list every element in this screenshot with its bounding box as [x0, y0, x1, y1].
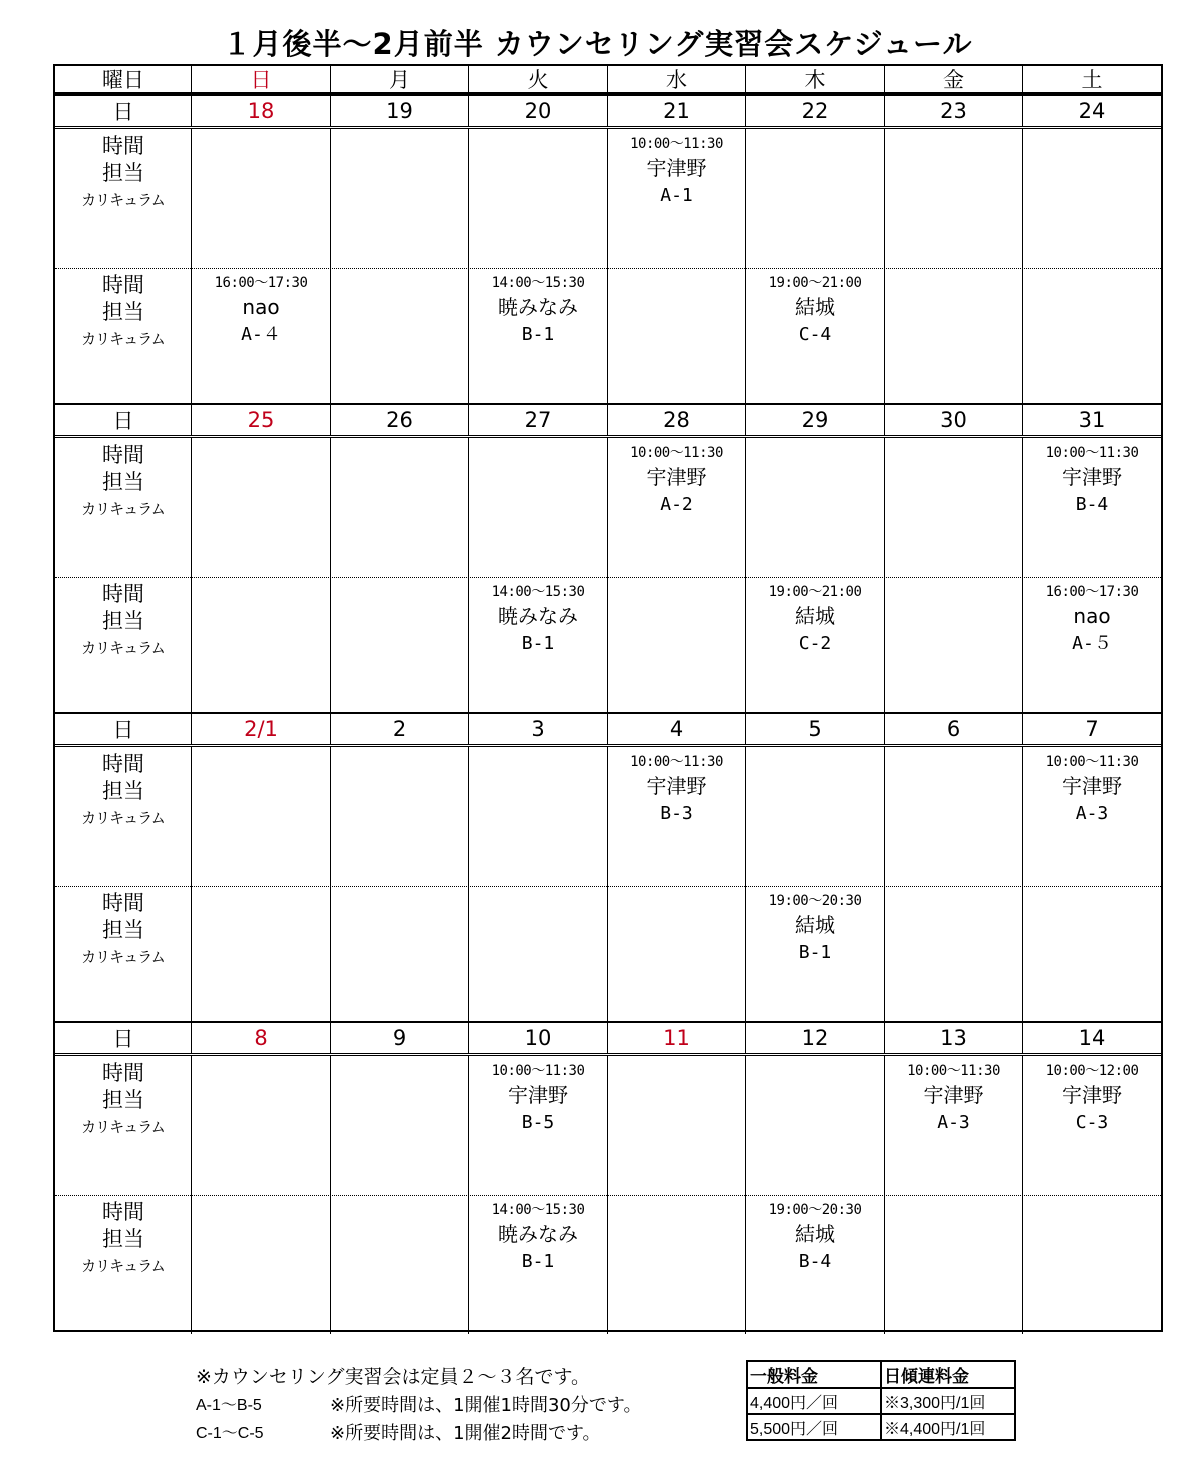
date-cell: 27 — [469, 405, 608, 435]
empty-cell — [746, 1056, 885, 1195]
row-divider — [55, 744, 1161, 745]
session-time: 10:00～11:30 — [1045, 445, 1139, 461]
empty-cell — [331, 886, 469, 1025]
session-cell — [608, 129, 746, 268]
slot-row — [55, 1195, 1161, 1334]
empty-cell — [469, 747, 608, 886]
fee-row — [747, 1388, 1015, 1414]
date-cell: 11 — [608, 1023, 746, 1053]
session-cell — [469, 268, 608, 407]
date-cell: 4 — [608, 714, 746, 744]
fee-header-member: 日傾連料金 — [881, 1361, 1015, 1388]
slot-label-curriculum: カリキュラム — [81, 330, 165, 348]
session-curriculum: A-４ — [241, 324, 281, 345]
slot-label-curriculum: カリキュラム — [81, 948, 165, 966]
row-divider — [55, 1053, 1161, 1054]
weekday-header-cell: 木 — [746, 66, 885, 92]
session-cell — [469, 577, 608, 716]
date-cell: 23 — [885, 96, 1023, 126]
empty-cell — [469, 129, 608, 268]
date-cell: 2/1 — [192, 714, 331, 744]
slot-label — [55, 577, 192, 716]
row-divider — [55, 435, 1161, 436]
session-cell — [469, 1056, 608, 1195]
fee-table — [746, 1360, 1016, 1441]
slot-label-person: 担当 — [102, 1088, 144, 1112]
date-cell: 6 — [885, 714, 1023, 744]
session-instructor: 宇津野 — [646, 156, 707, 180]
session-curriculum: B-5 — [521, 1112, 555, 1133]
session-instructor: 宇津野 — [1062, 465, 1122, 489]
empty-cell — [331, 438, 469, 577]
empty-cell — [331, 747, 469, 886]
weekday-header-label: 曜日 — [55, 66, 192, 92]
date-row-label: 日 — [55, 96, 192, 126]
date-cell: 29 — [746, 405, 885, 435]
notes-block — [196, 1362, 736, 1448]
slot-row — [55, 129, 1161, 268]
session-time: 16:00～17:30 — [1045, 584, 1139, 600]
note-row — [196, 1392, 736, 1420]
empty-cell — [746, 129, 885, 268]
fee-cell: 5,500円／回 — [747, 1414, 881, 1440]
slot-row — [55, 577, 1161, 716]
date-row — [55, 714, 1161, 744]
slot-label-time: 時間 — [102, 1200, 144, 1224]
date-cell: 9 — [331, 1023, 469, 1053]
session-time: 10:00～11:30 — [630, 445, 723, 461]
fee-header-row — [747, 1361, 1015, 1388]
empty-cell — [469, 886, 608, 1025]
slot-row — [55, 438, 1161, 577]
empty-cell — [608, 268, 746, 407]
session-curriculum: A-3 — [937, 1112, 970, 1133]
slot-label-person: 担当 — [102, 918, 144, 942]
empty-cell — [608, 577, 746, 716]
session-cell — [469, 1195, 608, 1334]
weekday-header-cell: 日 — [192, 66, 331, 92]
session-time: 19:00～20:30 — [768, 1202, 862, 1218]
page-title: １月後半～2月前半 カウンセリング実習会スケジュール — [222, 27, 973, 61]
session-cell — [1023, 577, 1161, 716]
slot-label-person: 担当 — [102, 161, 144, 185]
session-instructor: 宇津野 — [1062, 774, 1122, 798]
session-instructor: 結城 — [795, 604, 835, 628]
slot-label-person: 担当 — [102, 1227, 144, 1251]
slot-label-time: 時間 — [102, 443, 144, 467]
session-time: 10:00～11:30 — [630, 136, 723, 152]
session-curriculum: A-1 — [660, 185, 693, 206]
session-time: 10:00～11:30 — [907, 1063, 1000, 1079]
empty-cell — [746, 438, 885, 577]
slot-label-time: 時間 — [102, 1061, 144, 1085]
date-row-label: 日 — [55, 1023, 192, 1053]
slot-label-person: 担当 — [102, 609, 144, 633]
slot-label-time: 時間 — [102, 273, 144, 297]
session-curriculum: B-4 — [1075, 494, 1109, 515]
session-time: 10:00～11:30 — [491, 1063, 585, 1079]
empty-cell — [885, 577, 1023, 716]
session-instructor: 宇津野 — [923, 1083, 984, 1107]
session-curriculum: C-2 — [798, 633, 832, 654]
empty-cell — [746, 747, 885, 886]
slot-label — [55, 129, 192, 268]
session-cell — [1023, 438, 1161, 577]
empty-cell — [885, 129, 1023, 268]
session-instructor: 結城 — [795, 913, 835, 937]
empty-cell — [1023, 268, 1161, 407]
session-time: 14:00～15:30 — [491, 584, 585, 600]
note-codes: A-1～B-5 — [196, 1397, 262, 1414]
date-cell: 26 — [331, 405, 469, 435]
empty-cell — [1023, 886, 1161, 1025]
session-time: 14:00～15:30 — [491, 275, 585, 291]
slot-label-curriculum: カリキュラム — [81, 1118, 165, 1136]
empty-cell — [1023, 1195, 1161, 1334]
empty-cell — [885, 438, 1023, 577]
empty-cell — [608, 886, 746, 1025]
schedule-table — [53, 64, 1163, 1332]
session-instructor: 結城 — [795, 1222, 835, 1246]
session-instructor: 宇津野 — [1062, 1083, 1122, 1107]
session-instructor: 暁みなみ — [498, 295, 578, 319]
empty-cell — [885, 886, 1023, 1025]
session-curriculum: A-５ — [1072, 633, 1112, 654]
slot-label — [55, 268, 192, 407]
slot-label-time: 時間 — [102, 582, 144, 606]
empty-cell — [331, 1056, 469, 1195]
slot-label — [55, 438, 192, 577]
fee-cell: 4,400円／回 — [747, 1388, 881, 1414]
session-cell — [885, 1056, 1023, 1195]
session-instructor: 暁みなみ — [498, 604, 578, 628]
slot-label — [55, 747, 192, 886]
note-text: ※所要時間は、1開催1時間30分です。 — [330, 1395, 642, 1416]
empty-cell — [885, 747, 1023, 886]
slot-row — [55, 886, 1161, 1025]
slot-row — [55, 1056, 1161, 1195]
session-curriculum: B-1 — [521, 633, 555, 654]
slot-label — [55, 886, 192, 1025]
session-curriculum: C-4 — [798, 324, 832, 345]
session-time: 10:00～11:30 — [1045, 754, 1139, 770]
slot-label-curriculum: カリキュラム — [81, 809, 165, 827]
date-row-label: 日 — [55, 405, 192, 435]
slot-label-time: 時間 — [102, 891, 144, 915]
date-cell: 30 — [885, 405, 1023, 435]
date-cell: 5 — [746, 714, 885, 744]
session-curriculum: B-3 — [660, 803, 693, 824]
session-time: 14:00～15:30 — [491, 1202, 585, 1218]
weekday-header-cell: 水 — [608, 66, 746, 92]
session-instructor: 宇津野 — [646, 774, 707, 798]
date-cell: 18 — [192, 96, 331, 126]
session-cell — [608, 438, 746, 577]
date-row — [55, 1023, 1161, 1053]
session-instructor: 宇津野 — [646, 465, 707, 489]
session-curriculum: B-1 — [521, 324, 555, 345]
fee-header-general: 一般料金 — [747, 1361, 881, 1388]
empty-cell — [608, 1056, 746, 1195]
session-instructor: 結城 — [795, 295, 835, 319]
empty-cell — [192, 129, 331, 268]
session-cell — [746, 1195, 885, 1334]
session-cell — [192, 268, 331, 407]
empty-cell — [885, 1195, 1023, 1334]
date-cell: 21 — [608, 96, 746, 126]
empty-cell — [192, 577, 331, 716]
session-curriculum: C-3 — [1075, 1112, 1109, 1133]
empty-cell — [608, 1195, 746, 1334]
session-cell — [608, 747, 746, 886]
session-time: 19:00～21:00 — [768, 275, 862, 291]
session-cell — [746, 886, 885, 1025]
session-cell — [1023, 1056, 1161, 1195]
slot-label — [55, 1056, 192, 1195]
session-time: 19:00～21:00 — [768, 584, 862, 600]
weekday-header-cell: 土 — [1081, 68, 1103, 92]
slot-label-curriculum: カリキュラム — [81, 639, 165, 657]
empty-cell — [331, 577, 469, 716]
empty-cell — [331, 268, 469, 407]
slot-label — [55, 1195, 192, 1334]
slot-label-person: 担当 — [102, 779, 144, 803]
session-time: 16:00～17:30 — [214, 275, 308, 291]
empty-cell — [331, 1195, 469, 1334]
date-cell: 19 — [331, 96, 469, 126]
date-row — [55, 96, 1161, 126]
date-cell: 10 — [469, 1023, 608, 1053]
session-time: 10:00～12:00 — [1045, 1063, 1139, 1079]
session-time: 19:00～20:30 — [768, 893, 862, 909]
session-instructor: 暁みなみ — [498, 1222, 578, 1246]
empty-cell — [192, 1056, 331, 1195]
session-curriculum: A-2 — [660, 494, 693, 515]
date-cell: 22 — [746, 96, 885, 126]
date-cell: 8 — [192, 1023, 331, 1053]
slot-label-curriculum: カリキュラム — [81, 191, 165, 209]
weekday-header-cell: 金 — [885, 66, 1023, 92]
empty-cell — [1023, 129, 1161, 268]
slot-label-curriculum: カリキュラム — [81, 1257, 165, 1275]
date-cell: 7 — [1085, 717, 1099, 741]
row-divider — [55, 126, 1161, 127]
date-cell: 2 — [331, 714, 469, 744]
slot-label-time: 時間 — [102, 752, 144, 776]
note-text: ※所要時間は、1開催2時間です。 — [330, 1423, 601, 1444]
date-cell: 12 — [746, 1023, 885, 1053]
slot-label-time: 時間 — [102, 134, 144, 158]
date-cell: 24 — [1078, 99, 1106, 123]
weekday-header-row — [55, 66, 1161, 92]
session-cell — [746, 268, 885, 407]
empty-cell — [192, 886, 331, 1025]
slot-row — [55, 268, 1161, 407]
slot-row — [55, 747, 1161, 886]
slot-label-curriculum: カリキュラム — [81, 500, 165, 518]
date-row — [55, 405, 1161, 435]
fee-cell: ※3,300円/1回 — [881, 1388, 1015, 1414]
session-instructor: nao — [1073, 604, 1111, 628]
empty-cell — [331, 129, 469, 268]
session-curriculum: B-1 — [521, 1251, 555, 1272]
empty-cell — [469, 438, 608, 577]
note-codes: C-1～C-5 — [196, 1425, 264, 1442]
date-cell: 28 — [608, 405, 746, 435]
date-cell: 13 — [885, 1023, 1023, 1053]
weekday-header-cell: 火 — [469, 66, 608, 92]
date-cell: 25 — [192, 405, 331, 435]
date-cell: 3 — [469, 714, 608, 744]
empty-cell — [192, 1195, 331, 1334]
date-cell: 31 — [1078, 408, 1106, 432]
fee-row — [747, 1414, 1015, 1440]
session-cell — [1023, 747, 1161, 886]
fee-cell: ※4,400円/1回 — [881, 1414, 1015, 1440]
session-time: 10:00～11:30 — [630, 754, 723, 770]
capacity-note: ※カウンセリング実習会は定員２～３名です。 — [196, 1366, 591, 1388]
empty-cell — [885, 268, 1023, 407]
session-curriculum: A-3 — [1075, 803, 1109, 824]
session-cell — [746, 577, 885, 716]
note-row — [196, 1420, 736, 1448]
slot-label-person: 担当 — [102, 300, 144, 324]
date-cell: 20 — [469, 96, 608, 126]
empty-cell — [192, 747, 331, 886]
session-instructor: 宇津野 — [508, 1083, 568, 1107]
date-cell: 14 — [1078, 1026, 1106, 1050]
empty-cell — [192, 438, 331, 577]
date-row-label: 日 — [55, 714, 192, 744]
session-curriculum: B-4 — [798, 1251, 832, 1272]
session-curriculum: B-1 — [798, 942, 832, 963]
slot-label-person: 担当 — [102, 470, 144, 494]
session-instructor: nao — [242, 295, 280, 319]
weekday-header-cell: 月 — [331, 66, 469, 92]
